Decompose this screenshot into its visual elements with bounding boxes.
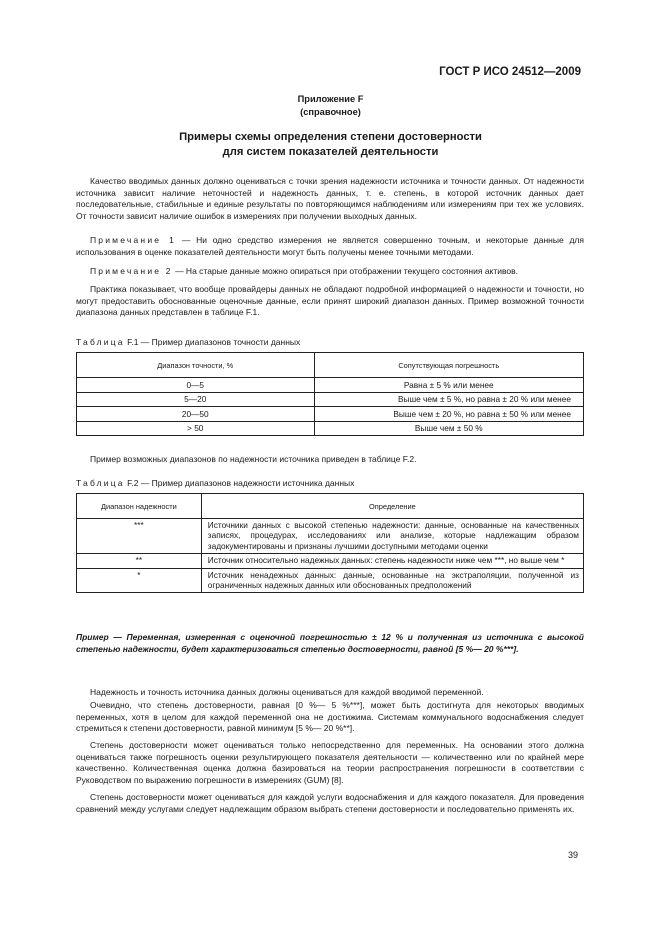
table2-caption-text: F.2 — Пример диапазонов надежности источника данных — [124, 478, 355, 488]
practice-paragraph: Практика показывает, что вообще провайдеры данных не обладают подробной информацией о надежности и точности, но могут предоставить обоснованные оценочные данные, если принят широкий диапазон данных. Пример возможной точности диапазона данных представлен в таблице F.1. — [76, 284, 584, 318]
table-cell: 20—50 — [77, 407, 315, 422]
table1-caption-text: F.1 — Пример диапазонов точности данных — [124, 337, 301, 347]
column-header: Диапазон надежности — [77, 494, 202, 519]
table-cell: ** — [77, 554, 202, 568]
table2-caption-label: Таблица — [76, 478, 125, 488]
table-row — [77, 392, 584, 407]
column-header: Диапазон точности, % — [77, 353, 315, 378]
note-1 — [76, 235, 584, 258]
page-number: 39 — [568, 850, 579, 860]
table-cell: Источник относительно надежных данных: степень надежности ниже чем ***, но выше чем * — [201, 554, 583, 568]
table-row — [77, 407, 584, 422]
note-2 — [76, 266, 584, 278]
table-row — [77, 554, 584, 568]
annex-kind: (справочное) — [300, 107, 361, 117]
table-cell: Источник ненадежных данных: данные, основанные на экстраполяции, полученной из ограниченных надежных данных или обоснованных предположений — [201, 568, 583, 593]
table2-caption — [76, 478, 354, 488]
body-paragraph: Степень достоверности может оцениваться для каждой услуги водоснабжения и для каждого показателя. Для проведения сравнений между услугами следует надлежащим образом выбрать степени достоверности и последовательно применять их. — [76, 792, 584, 814]
table-cell: * — [77, 568, 202, 593]
table-cell: 5—20 — [77, 392, 315, 407]
table-row — [77, 519, 584, 554]
table-cell: Выше чем ± 20 %, но равна ± 50 % или менее — [314, 407, 584, 422]
annex-label: Приложение F — [297, 94, 364, 104]
body-paragraph: Степень достоверности может оцениваться только непосредственно для переменных. На основании этого должна оцениваться также погрешность оценки результирующего показателя деятельности — количественно или по крайней мере качественно. Количественная оценка должна базироваться на теории распространения погрешности в соответствии с Руководством по выражению погрешности в измерениях (GUM) [8]. — [76, 740, 584, 785]
table-row — [77, 421, 584, 436]
note-2-text: — На старые данные можно опираться при отображении текущего состояния активов. — [172, 266, 519, 276]
table-cell: > 50 — [77, 421, 315, 436]
column-header: Сопутствующая погрешность — [314, 353, 584, 378]
intro-paragraph: Качество вводимых данных должно оцениваться с точки зрения надежности источника и точности данных. От надежности источника зависит наличие неточностей и надежность данных, т. е. степень, в которой источник данных дает последовательные, стабильные и единые результаты по повторяющимся наблюдениям или измерениям при тех же условиях. От точности зависит наличие ошибок в измерениях при получении выходных данных. — [76, 176, 584, 221]
table1-caption-label: Таблица — [76, 337, 125, 347]
table2-reference: Пример возможных диапазонов по надежности источника приведен в таблице F.2. — [90, 454, 417, 464]
annex-title-line2: для систем показателей деятельности — [222, 146, 439, 158]
table-cell: Выше чем ± 50 % — [314, 421, 584, 436]
table-cell: *** — [77, 519, 202, 554]
table1-caption — [76, 337, 300, 347]
table-header-row — [77, 353, 584, 378]
table-header-row — [77, 494, 584, 519]
note-1-label: Примечание 1 — [90, 235, 177, 245]
table-row — [77, 568, 584, 593]
body-paragraph: Очевидно, что степень достоверности, равная [0 %— 5 %***], может быть достигнута для некоторых вводимых переменных, хотя в целом для каждой переменной она не достижима. Системам коммунального водоснабжения следует стремиться к степени достоверности, равной минимум [5 %— 20 %**]. — [76, 700, 584, 734]
table-cell: 0—5 — [77, 378, 315, 393]
document-code: ГОСТ Р ИСО 24512—2009 — [439, 66, 581, 78]
annex-title-line1: Примеры схемы определения степени достоверности — [179, 131, 482, 143]
body-paragraph: Надежность и точность источника данных должны оцениваться для каждой вводимой переменной. — [90, 687, 484, 697]
table-cell: Источники данных с высокой степенью надежности: данные, основанные на качественных записях, процедурах, исследованиях или анализе, которые надлежащим образом задокументированы и признаны лучшими доступными методами оценки — [201, 519, 583, 554]
table-row — [77, 378, 584, 393]
reliability-table — [76, 493, 584, 593]
table-cell: Равна ± 5 % или менее — [314, 378, 584, 393]
note-2-label: Примечание 2 — [90, 266, 173, 276]
accuracy-table — [76, 352, 584, 436]
column-header: Определение — [201, 494, 583, 519]
table-cell: Выше чем ± 5 %, но равна ± 20 % или менее — [314, 392, 584, 407]
note-1-text: — Ни одно средство измерения не является совершенно точным, и некоторые данные для использования в оценке показателей деятельности могут быть получены менее точными методами. — [76, 235, 584, 257]
example-paragraph: Пример — Переменная, измеренная с оценочной погрешностью ± 12 % и полученная из источника с высокой степенью надежности, будет характеризоваться степенью достоверности, равной [5 %— 20 %***]. — [76, 632, 584, 654]
